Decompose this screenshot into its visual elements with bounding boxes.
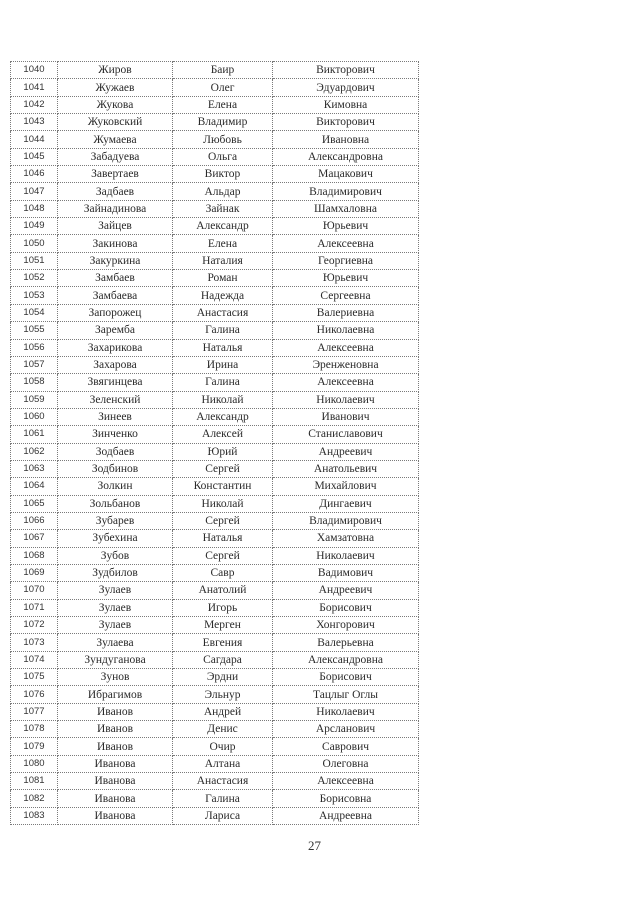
row-number-cell: 1057 [11,356,58,373]
table-row [11,564,419,581]
patronymic-cell: Арсланович [273,721,419,738]
last-name-cell: Зайнадинова [58,200,173,217]
row-number-cell: 1061 [11,426,58,443]
patronymic-cell: Георгиевна [273,252,419,269]
row-number-cell: 1052 [11,270,58,287]
table-row [11,131,419,148]
patronymic-cell: Николаевич [273,703,419,720]
table-row [11,304,419,321]
table-row [11,374,419,391]
first-name-cell: Николай [173,495,273,512]
first-name-cell: Андрей [173,703,273,720]
patronymic-cell: Вадимович [273,564,419,581]
patronymic-cell: Ивановна [273,131,419,148]
row-number-cell: 1040 [11,62,58,79]
row-number-cell: 1050 [11,235,58,252]
last-name-cell: Замбаев [58,270,173,287]
row-number-cell: 1063 [11,460,58,477]
table-row [11,408,419,425]
table-row [11,200,419,217]
row-number-cell: 1079 [11,738,58,755]
patronymic-cell: Валерьевна [273,634,419,651]
patronymic-cell: Тацлыг Оглы [273,686,419,703]
last-name-cell: Зинеев [58,408,173,425]
table-row [11,114,419,131]
last-name-cell: Зайцев [58,218,173,235]
row-number-cell: 1073 [11,634,58,651]
first-name-cell: Наталья [173,530,273,547]
row-number-cell: 1082 [11,790,58,807]
row-number-cell: 1054 [11,304,58,321]
patronymic-cell: Кимовна [273,96,419,113]
patronymic-cell: Михайлович [273,478,419,495]
row-number-cell: 1046 [11,166,58,183]
row-number-cell: 1067 [11,530,58,547]
row-number-cell: 1049 [11,218,58,235]
row-number-cell: 1042 [11,96,58,113]
patronymic-cell: Николаевич [273,391,419,408]
patronymic-cell: Борисович [273,599,419,616]
row-number-cell: 1066 [11,512,58,529]
first-name-cell: Владимир [173,114,273,131]
last-name-cell: Иванова [58,773,173,790]
table-row [11,218,419,235]
patronymic-cell: Викторович [273,62,419,79]
row-number-cell: 1048 [11,200,58,217]
first-name-cell: Анатолий [173,582,273,599]
first-name-cell: Роман [173,270,273,287]
table-row [11,582,419,599]
first-name-cell: Сергей [173,512,273,529]
patronymic-cell: Анатольевич [273,460,419,477]
patronymic-cell: Викторович [273,114,419,131]
table-row [11,96,419,113]
table-row [11,235,419,252]
row-number-cell: 1074 [11,651,58,668]
table-row [11,599,419,616]
table-row [11,166,419,183]
table-row [11,703,419,720]
first-name-cell: Алтана [173,755,273,772]
first-name-cell: Сагдара [173,651,273,668]
patronymic-cell: Юрьевич [273,270,419,287]
first-name-cell: Юрий [173,443,273,460]
patronymic-cell: Эренженовна [273,356,419,373]
last-name-cell: Ибрагимов [58,686,173,703]
last-name-cell: Иванов [58,703,173,720]
last-name-cell: Жиров [58,62,173,79]
first-name-cell: Анастасия [173,773,273,790]
last-name-cell: Иванова [58,807,173,824]
patronymic-cell: Станиславович [273,426,419,443]
row-number-cell: 1064 [11,478,58,495]
patronymic-cell: Андреевич [273,443,419,460]
patronymic-cell: Николаевич [273,547,419,564]
first-name-cell: Анастасия [173,304,273,321]
last-name-cell: Звягинцева [58,374,173,391]
row-number-cell: 1065 [11,495,58,512]
first-name-cell: Игорь [173,599,273,616]
last-name-cell: Зулаев [58,582,173,599]
patronymic-cell: Олеговна [273,755,419,772]
first-name-cell: Эльнур [173,686,273,703]
first-name-cell: Зайнак [173,200,273,217]
patronymic-cell: Мацакович [273,166,419,183]
table-row [11,669,419,686]
last-name-cell: Завертаев [58,166,173,183]
last-name-cell: Жужаев [58,79,173,96]
last-name-cell: Зулаев [58,599,173,616]
row-number-cell: 1053 [11,287,58,304]
table-row [11,183,419,200]
last-name-cell: Иванов [58,738,173,755]
patronymic-cell: Николаевна [273,322,419,339]
first-name-cell: Александр [173,218,273,235]
row-number-cell: 1078 [11,721,58,738]
row-number-cell: 1070 [11,582,58,599]
last-name-cell: Жумаева [58,131,173,148]
patronymic-cell: Шамхаловна [273,200,419,217]
first-name-cell: Мерген [173,617,273,634]
patronymic-cell: Александровна [273,651,419,668]
last-name-cell: Иванова [58,755,173,772]
last-name-cell: Зундуганова [58,651,173,668]
row-number-cell: 1083 [11,807,58,824]
last-name-cell: Жуковский [58,114,173,131]
table-row [11,443,419,460]
first-name-cell: Алексей [173,426,273,443]
first-name-cell: Надежда [173,287,273,304]
row-number-cell: 1076 [11,686,58,703]
table-row [11,148,419,165]
table-row [11,738,419,755]
table-row [11,270,419,287]
table-row [11,79,419,96]
last-name-cell: Зинченко [58,426,173,443]
roster-table [10,61,419,825]
first-name-cell: Наталья [173,339,273,356]
last-name-cell: Заремба [58,322,173,339]
last-name-cell: Зодбинов [58,460,173,477]
first-name-cell: Николай [173,391,273,408]
row-number-cell: 1077 [11,703,58,720]
first-name-cell: Эрдни [173,669,273,686]
first-name-cell: Ольга [173,148,273,165]
table-row [11,651,419,668]
table-row [11,287,419,304]
table-row [11,460,419,477]
table-row [11,391,419,408]
patronymic-cell: Иванович [273,408,419,425]
table-row [11,790,419,807]
row-number-cell: 1071 [11,599,58,616]
first-name-cell: Константин [173,478,273,495]
table-row [11,721,419,738]
patronymic-cell: Владимирович [273,183,419,200]
patronymic-cell: Алексеевна [273,374,419,391]
last-name-cell: Замбаева [58,287,173,304]
last-name-cell: Закуркина [58,252,173,269]
page-number: 27 [308,838,321,853]
row-number-cell: 1043 [11,114,58,131]
roster-body [11,62,419,825]
first-name-cell: Очир [173,738,273,755]
last-name-cell: Зубов [58,547,173,564]
table-row [11,252,419,269]
table-row [11,547,419,564]
first-name-cell: Денис [173,721,273,738]
first-name-cell: Александр [173,408,273,425]
table-row [11,807,419,824]
patronymic-cell: Борисовна [273,790,419,807]
first-name-cell: Сергей [173,460,273,477]
patronymic-cell: Хонгорович [273,617,419,634]
first-name-cell: Наталия [173,252,273,269]
table-row [11,426,419,443]
table-row [11,339,419,356]
patronymic-cell: Александровна [273,148,419,165]
first-name-cell: Галина [173,322,273,339]
row-number-cell: 1069 [11,564,58,581]
first-name-cell: Сергей [173,547,273,564]
table-row [11,495,419,512]
row-number-cell: 1045 [11,148,58,165]
row-number-cell: 1068 [11,547,58,564]
last-name-cell: Запорожец [58,304,173,321]
last-name-cell: Иванов [58,721,173,738]
row-number-cell: 1055 [11,322,58,339]
first-name-cell: Елена [173,235,273,252]
row-number-cell: 1080 [11,755,58,772]
last-name-cell: Зеленский [58,391,173,408]
row-number-cell: 1081 [11,773,58,790]
last-name-cell: Захарова [58,356,173,373]
last-name-cell: Зудбилов [58,564,173,581]
first-name-cell: Ирина [173,356,273,373]
table-row [11,478,419,495]
first-name-cell: Елена [173,96,273,113]
row-number-cell: 1058 [11,374,58,391]
row-number-cell: 1072 [11,617,58,634]
row-number-cell: 1056 [11,339,58,356]
last-name-cell: Забадуева [58,148,173,165]
patronymic-cell: Владимирович [273,512,419,529]
table-row [11,322,419,339]
last-name-cell: Зубехина [58,530,173,547]
last-name-cell: Зодбаев [58,443,173,460]
table-row [11,755,419,772]
last-name-cell: Зубарев [58,512,173,529]
table-row [11,686,419,703]
table-row [11,356,419,373]
last-name-cell: Зулаева [58,634,173,651]
last-name-cell: Задбаев [58,183,173,200]
patronymic-cell: Алексеевна [273,339,419,356]
table-row [11,617,419,634]
patronymic-cell: Сергеевна [273,287,419,304]
row-number-cell: 1044 [11,131,58,148]
patronymic-cell: Алексеевна [273,235,419,252]
row-number-cell: 1047 [11,183,58,200]
row-number-cell: 1060 [11,408,58,425]
last-name-cell: Зунов [58,669,173,686]
first-name-cell: Савр [173,564,273,581]
first-name-cell: Лариса [173,807,273,824]
first-name-cell: Любовь [173,131,273,148]
patronymic-cell: Дингаевич [273,495,419,512]
last-name-cell: Жукова [58,96,173,113]
patronymic-cell: Хамзатовна [273,530,419,547]
patronymic-cell: Валериевна [273,304,419,321]
patronymic-cell: Борисович [273,669,419,686]
row-number-cell: 1051 [11,252,58,269]
patronymic-cell: Андреевич [273,582,419,599]
row-number-cell: 1041 [11,79,58,96]
first-name-cell: Виктор [173,166,273,183]
row-number-cell: 1059 [11,391,58,408]
first-name-cell: Галина [173,790,273,807]
table-row [11,62,419,79]
last-name-cell: Закинова [58,235,173,252]
patronymic-cell: Алексеевна [273,773,419,790]
last-name-cell: Иванова [58,790,173,807]
last-name-cell: Захарикова [58,339,173,356]
first-name-cell: Альдар [173,183,273,200]
table-row [11,512,419,529]
last-name-cell: Зольбанов [58,495,173,512]
patronymic-cell: Андреевна [273,807,419,824]
first-name-cell: Олег [173,79,273,96]
first-name-cell: Галина [173,374,273,391]
table-row [11,773,419,790]
table-row [11,634,419,651]
table-row [11,530,419,547]
last-name-cell: Зулаев [58,617,173,634]
first-name-cell: Евгения [173,634,273,651]
patronymic-cell: Эдуардович [273,79,419,96]
patronymic-cell: Саврович [273,738,419,755]
patronymic-cell: Юрьевич [273,218,419,235]
row-number-cell: 1075 [11,669,58,686]
last-name-cell: Золкин [58,478,173,495]
row-number-cell: 1062 [11,443,58,460]
first-name-cell: Баир [173,62,273,79]
